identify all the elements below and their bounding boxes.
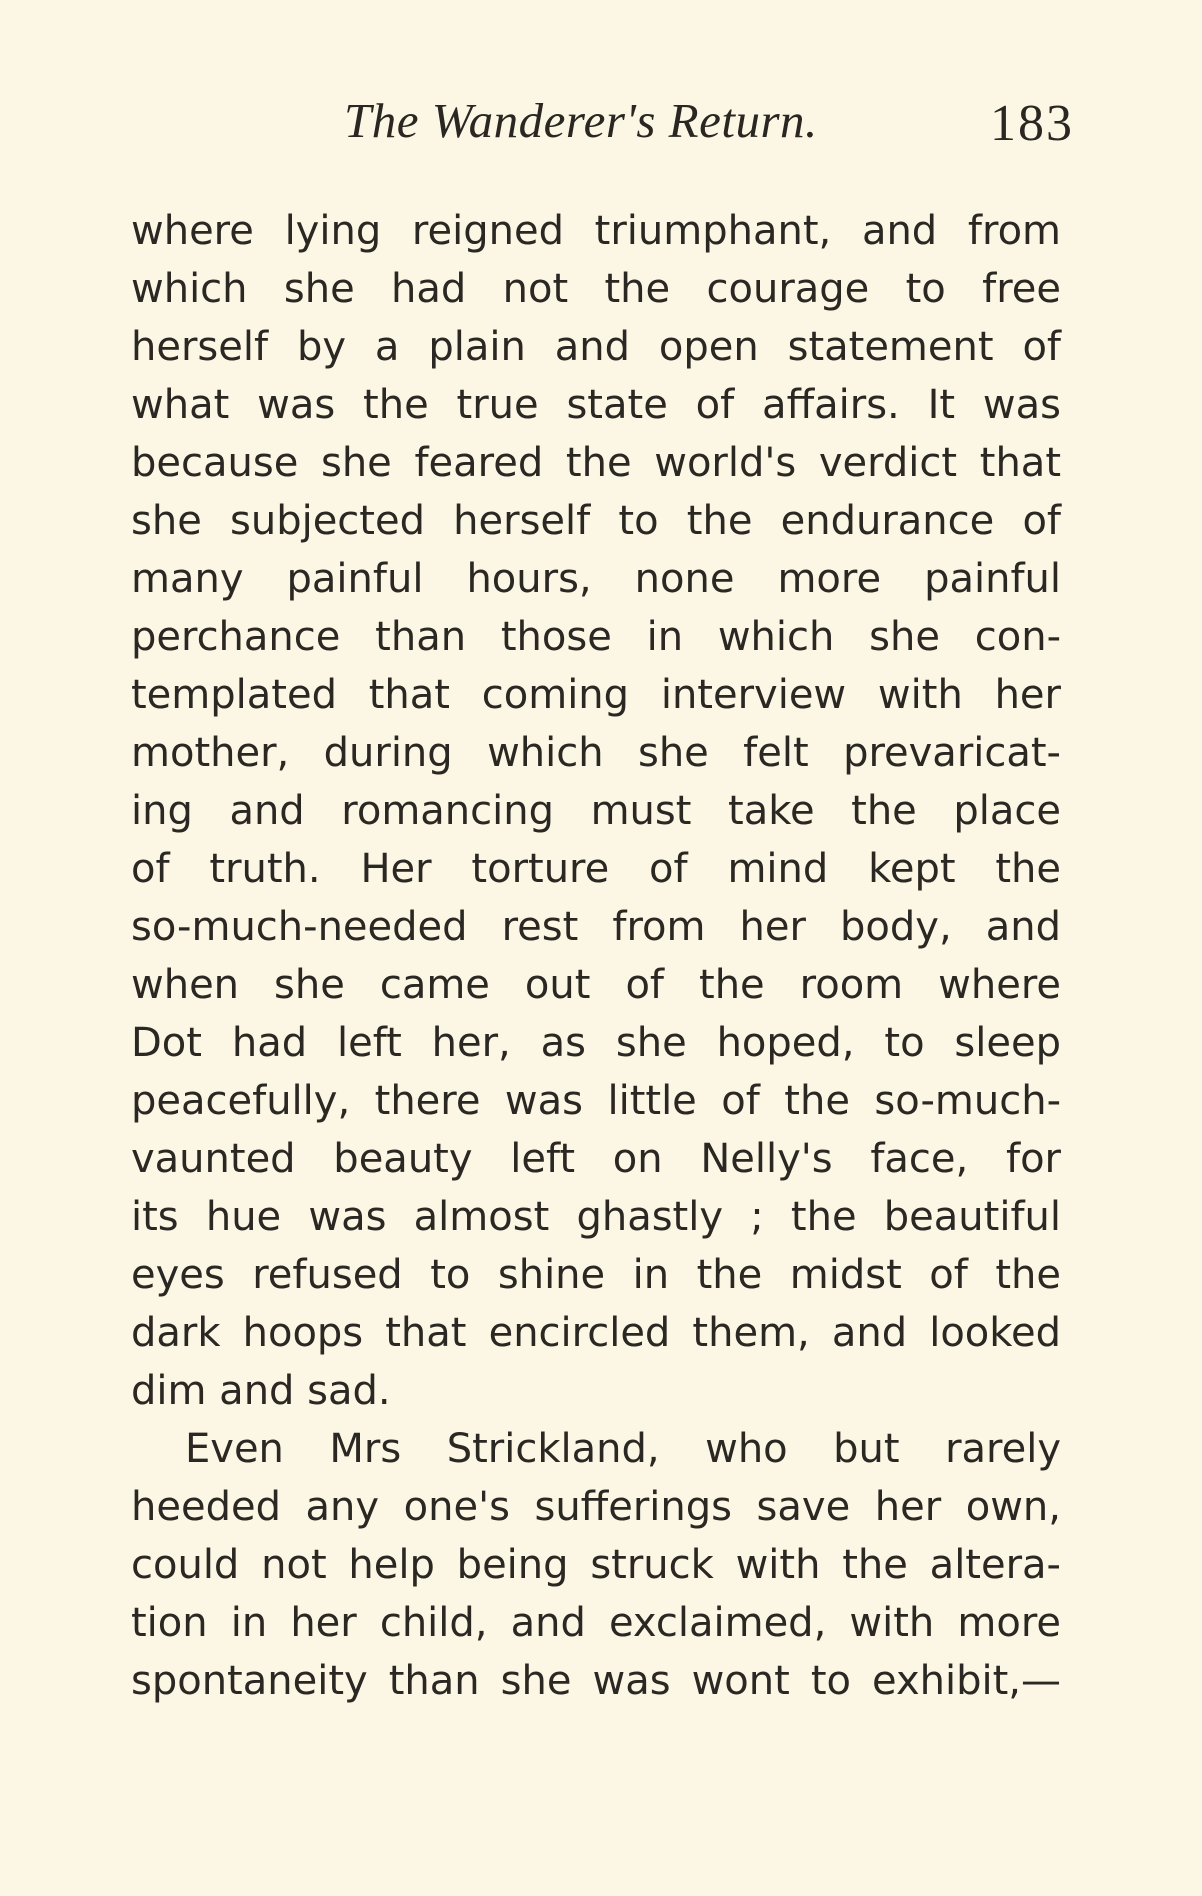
text-line: eyes refused to shine in the midst of the [131,1252,1061,1298]
text-line: vaunted beauty left on Nelly's face, for [131,1136,1061,1182]
text-line: heeded any one's sufferings save her own, [131,1484,1061,1530]
text-line: its hue was almost ghastly ; the beautiful [131,1194,1061,1240]
text-line: what was the true state of affairs. It was [131,382,1061,428]
text-line: where lying reigned triumphant, and from [131,208,1061,254]
running-title: The Wanderer's Return. [344,93,818,148]
text-line: dark hoops that encircled them, and looked [131,1310,1061,1356]
body-text [131,202,1061,1710]
text-line: because she feared the world's verdict that [131,440,1061,486]
text-line: when she came out of the room where [131,962,1061,1008]
text-line: spontaneity than she was wont to exhibit,— [131,1658,1061,1704]
text-line: so-much-needed rest from her body, and [131,904,1061,950]
text-line: tion in her child, and exclaimed, with more [131,1600,1061,1646]
text-line: of truth. Her torture of mind kept the [131,846,1061,892]
text-line: Dot had left her, as she hoped, to sleep [131,1020,1061,1066]
text-line: perchance than those in which she con- [131,614,1061,660]
text-line: mother, during which she felt prevaricat- [131,730,1061,776]
text-line: templated that coming interview with her [131,672,1061,718]
text-line: could not help being struck with the altera- [131,1542,1061,1588]
text-line: ing and romancing must take the place [131,788,1061,834]
text-line: peacefully, there was little of the so-much- [131,1078,1061,1124]
text-line: which she had not the courage to free [131,266,1061,312]
page-number: 183 [990,95,1074,152]
text-line: dim and sad. [131,1368,391,1414]
text-line: Even Mrs Strickland, who but rarely [185,1426,1061,1472]
text-line: many painful hours, none more painful [131,556,1061,602]
text-line: she subjected herself to the endurance of [131,498,1061,544]
text-line: herself by a plain and open statement of [131,324,1061,370]
